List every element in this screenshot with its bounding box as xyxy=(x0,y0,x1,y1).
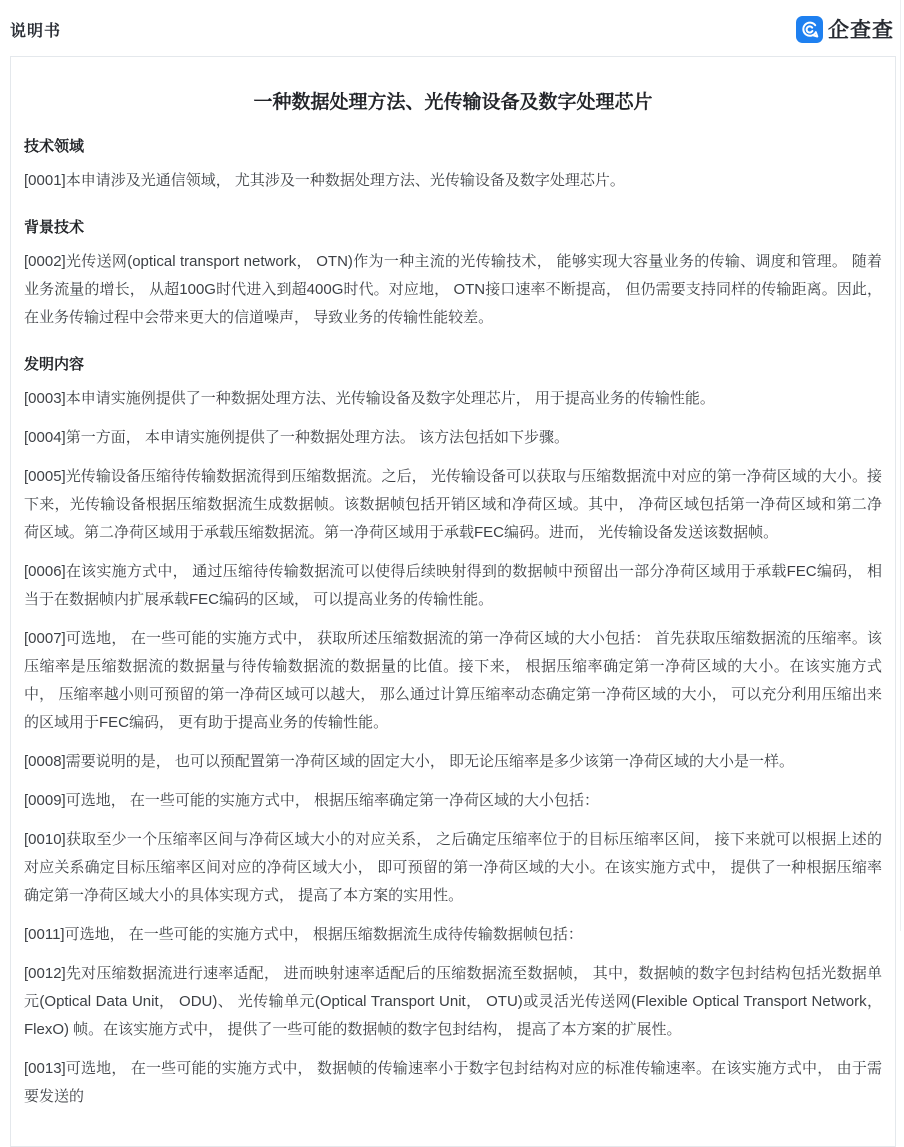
paragraph-0006: [0006]在该实施方式中， 通过压缩待传输数据流可以使得后续映射得到的数据帧中预留出一部分净荷区域用于承载FEC编码， 相当于在数据帧内扩展承载FEC编码的区域， 可以提高业务的传输性能。 xyxy=(24,563,882,608)
paragraph-0005: [0005]光传输设备压缩待传输数据流得到压缩数据流。之后， 光传输设备可以获取与压缩数据流中对应的第一净荷区域的大小。接下来，光传输设备根据压缩数据流生成数据帧。该数据帧包括开销区域和净荷区域。其中， 净荷区域包括第一净荷区域和第二净荷区域。第二净荷区域用于承载压缩数据流。第一净荷区域用于承载FEC编码。进而， 光传输设备发送该数据帧。 xyxy=(24,468,882,541)
section-heading-background-art: 背景技术 xyxy=(24,219,85,236)
patent-title: 一种数据处理方法、光传输设备及数字处理芯片 xyxy=(253,92,653,113)
paragraph-0009: [0009]可选地， 在一些可能的实施方式中， 根据压缩率确定第一净荷区域的大小包括： xyxy=(24,792,600,809)
qichacha-logo-icon xyxy=(796,16,823,43)
patent-document-panel xyxy=(10,56,896,1147)
paragraph-0011: [0011]可选地， 在一些可能的实施方式中， 根据压缩数据流生成待传输数据帧包括： xyxy=(24,926,583,943)
paragraph-0004: [0004]第一方面， 本申请实施例提供了一种数据处理方法。 该方法包括如下步骤。 xyxy=(24,429,570,446)
paragraph-0012: [0012]先对压缩数据流进行速率适配， 进而映射速率适配后的压缩数据流至数据帧， 其中，数据帧的数字包封结构包括光数据单元(Optical Data Unit， ODU)、 光传输单元(Optical Transport Unit， OTU)或灵活光传送网(Flexible Optical Transport Network， FlexO) 帧。在该实施方式中， 提供了一些可能的数据帧的数字包封结构， 提高了本方案的扩展性。 xyxy=(24,965,882,1038)
paragraph-0008: [0008]需要说明的是， 也可以预配置第一净荷区域的固定大小， 即无论压缩率是多少该第一净荷区域的大小是一样。 xyxy=(24,753,795,770)
right-edge-divider xyxy=(900,0,901,931)
qichacha-brand-logo[interactable] xyxy=(796,14,894,44)
section-heading-invention-content: 发明内容 xyxy=(24,356,85,373)
paragraph-0003: [0003]本申请实施例提供了一种数据处理方法、光传输设备及数字处理芯片， 用于提高业务的传输性能。 xyxy=(24,390,715,407)
top-bar xyxy=(0,0,904,54)
paragraph-0001: [0001]本申请涉及光通信领域， 尤其涉及一种数据处理方法、光传输设备及数字处理芯片。 xyxy=(24,172,625,189)
paragraph-0007: [0007]可选地， 在一些可能的实施方式中， 获取所述压缩数据流的第一净荷区域的大小包括： 首先获取压缩数据流的压缩率。该压缩率是压缩数据流的数据量与待传输数据流的数据量的比值。接下来， 根据压缩率确定第一净荷区域的大小。在该实施方式中， 压缩率越小则可预留的第一净荷区域可以越大， 那么通过计算压缩率动态确定第一净荷区域的大小， 可以充分利用压缩出来的区域用于FEC编码， 更有助于提高业务的传输性能。 xyxy=(24,630,882,731)
doc-type-label: 说明书 xyxy=(10,22,62,40)
paragraph-0013: [0013]可选地， 在一些可能的实施方式中， 数据帧的传输速率小于数字包封结构对应的标准传输速率。在该实施方式中， 由于需要发送的 xyxy=(24,1060,882,1105)
section-heading-technical-field: 技术领域 xyxy=(24,138,85,155)
paragraph-0010: [0010]获取至少一个压缩率区间与净荷区域大小的对应关系， 之后确定压缩率位于的目标压缩率区间， 接下来就可以根据上述的对应关系确定目标压缩率区间对应的净荷区域大小， 即可预留的第一净荷区域的大小。在该实施方式中， 提供了一种根据压缩率确定第一净荷区域大小的具体实现方式， 提高了本方案的实用性。 xyxy=(24,831,882,904)
brand-name: 企查查 xyxy=(828,19,894,42)
paragraph-0002: [0002]光传送网(optical transport network， OTN)作为一种主流的光传输技术， 能够实现大容量业务的传输、调度和管理。 随着业务流量的增长， 从超100G时代进入到超400G时代。对应地， OTN接口速率不断提高， 但仍需要支持同样的传输距离。因此， 在业务传输过程中会带来更大的信道噪声， 导致业务的传输性能较差。 xyxy=(24,253,882,326)
